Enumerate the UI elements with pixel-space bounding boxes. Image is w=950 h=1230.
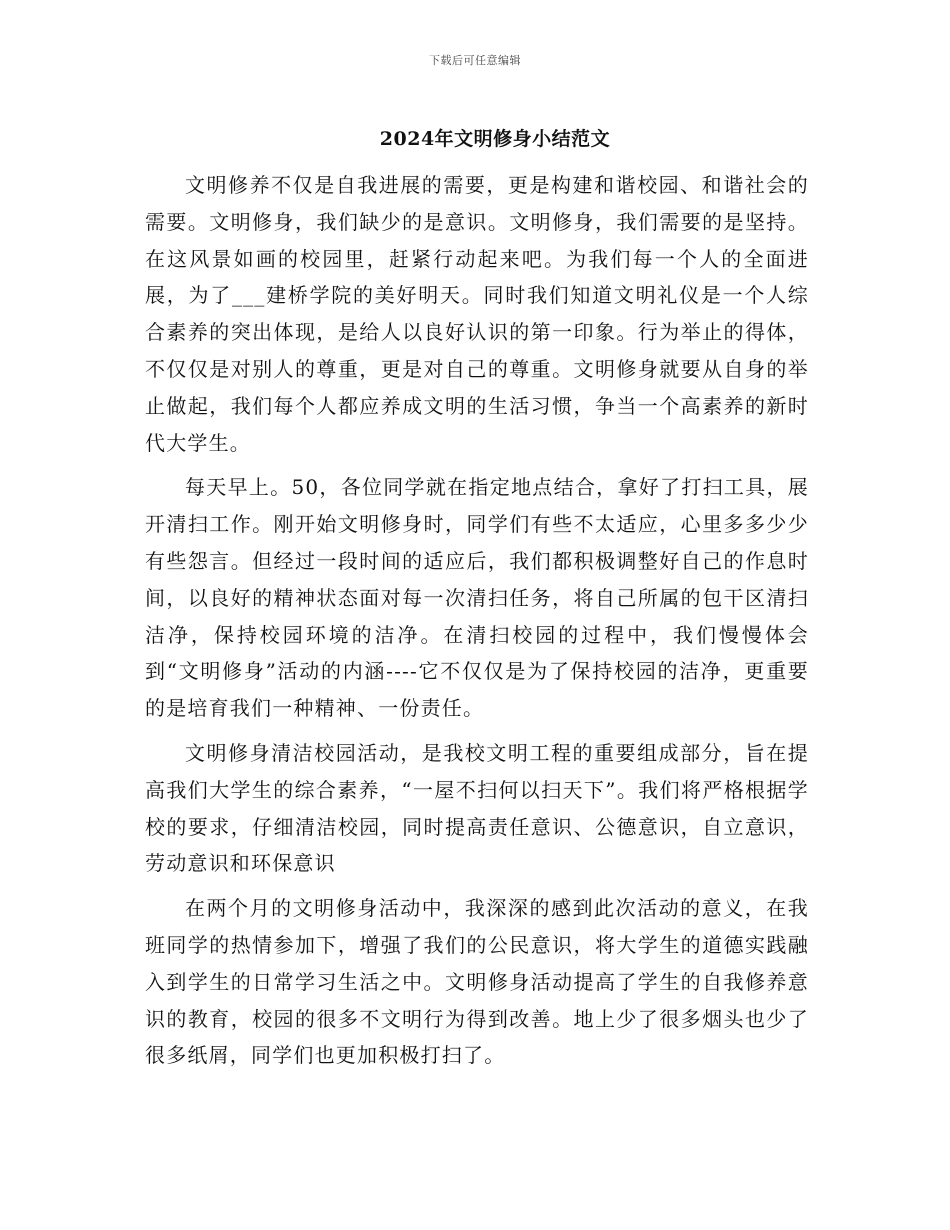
paragraph-3: 文明修身清洁校园活动，是我校文明工程的重要组成部分，旨在提高我们大学生的综合素养，“一屋不扫何以扫天下”。我们将严格根据学校的要求，仔细清洁校园，同时提高责任意识、公德意识，自立意识，劳动意识和环保意识 — [145, 740, 809, 876]
document-title: 2024年文明修身小结范文 — [379, 128, 611, 150]
paragraph-1: 文明修养不仅是自我进展的需要，更是构建和谐校园、和谐社会的需要。文明修身，我们缺少的是意识。文明修身，我们需要的是坚持。在这风景如画的校园里，赶紧行动起来吧。为我们每一个人的全面进展，为了___建桥学院的美好明天。同时我们知道文明礼仪是一个人综合素养的突出体现，是给人以良好认识的第一印象。行为举止的得体，不仅仅是对别人的尊重，更是对自己的尊重。文明修身就要从自身的举止做起，我们每个人都应养成文明的生活习惯，争当一个高素养的新时代大学生。 — [145, 173, 809, 455]
paragraph-2: 每天早上。50，各位同学就在指定地点结合，拿好了打扫工具，展开清扫工作。刚开始文明修身时，同学们有些不太适应，心里多多少少有些怨言。但经过一段时间的适应后，我们都积极调整好自己的作息时间，以良好的精神状态面对每一次清扫任务，将自己所属的包干区清扫洁净，保持校园环境的洁净。在清扫校园的过程中，我们慢慢体会到“文明修身”活动的内涵----它不仅仅是为了保持校园的洁净，更重要的是培育我们一种精神、一份责任。 — [145, 475, 809, 721]
document-body — [145, 167, 809, 1082]
paragraph-4: 在两个月的文明修身活动中，我深深的感到此次活动的意义，在我班同学的热情参加下，增强了我们的公民意识，将大学生的道德实践融入到学生的日常学习生活之中。文明修身活动提高了学生的自我修养意识的教育，校园的很多不文明行为得到改善。地上少了很多烟头也少了很多纸屑，同学们也更加积极打扫了。 — [145, 896, 809, 1068]
page-header-note: 下载后可任意编辑 — [429, 54, 521, 67]
